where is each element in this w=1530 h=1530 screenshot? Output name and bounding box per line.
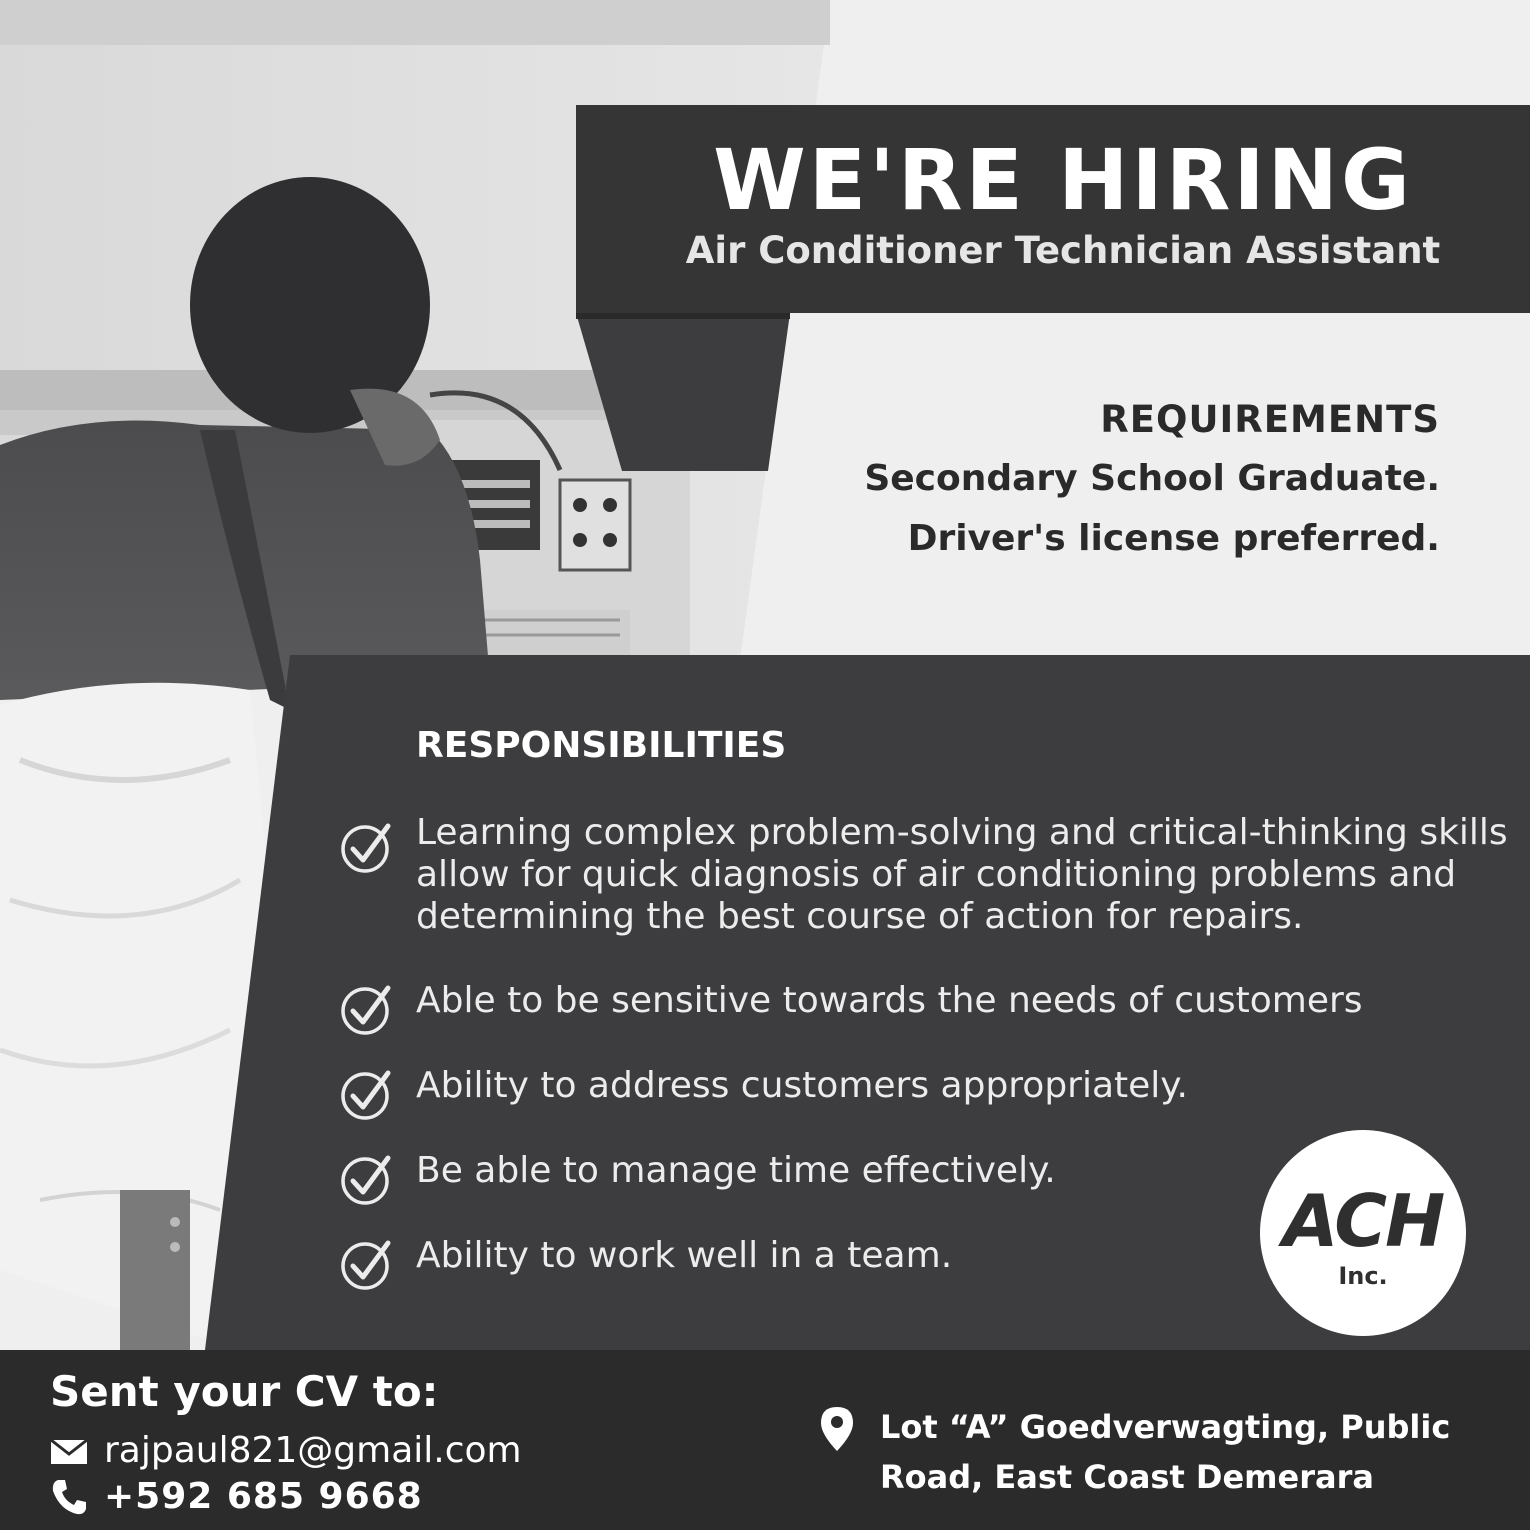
check-circle-icon	[340, 1237, 394, 1291]
requirements-title: REQUIREMENTS	[1100, 398, 1440, 441]
check-circle-icon	[340, 982, 394, 1036]
address-line: Lot “A” Goedverwagting, Public	[880, 1408, 1451, 1446]
address-line: Road, East Coast Demerara	[880, 1458, 1374, 1496]
requirement-item: Secondary School Graduate.	[864, 458, 1440, 499]
responsibility-text: Ability to work well in a team.	[416, 1235, 953, 1276]
logo-subtext: Inc.	[1338, 1262, 1388, 1290]
phone-icon	[50, 1478, 88, 1516]
responsibility-text: Ability to address customers appropriately.	[416, 1065, 1188, 1106]
responsibility-item	[340, 980, 1510, 1036]
responsibility-text: Learning complex problem-solving and critical-thinking skills allow for quick diagnosis of air conditioning problems and determining the best course of action for repairs.	[416, 812, 1508, 937]
responsibility-text: Able to be sensitive towards the needs of customers	[416, 980, 1363, 1021]
responsibilities-title: RESPONSIBILITIES	[416, 725, 787, 766]
requirement-item: Driver's license preferred.	[907, 518, 1440, 559]
address-text	[880, 1402, 1450, 1502]
cv-title: Sent your CV to:	[50, 1367, 439, 1416]
check-circle-icon	[340, 1152, 394, 1206]
check-circle-icon	[340, 820, 394, 874]
job-title: Air Conditioner Technician Assistant	[685, 229, 1441, 272]
email-address[interactable]: rajpaul821@gmail.com	[104, 1430, 522, 1471]
contact-footer	[0, 1350, 1530, 1530]
map-pin-icon	[820, 1406, 854, 1452]
banner-fold	[576, 313, 790, 471]
check-circle-icon	[340, 1067, 394, 1121]
logo-mark: ACH	[1282, 1179, 1444, 1263]
responsibility-item	[340, 1065, 1510, 1121]
header-banner	[576, 105, 1530, 313]
responsibility-item	[340, 812, 1510, 942]
responsibility-text: Be able to manage time effectively.	[416, 1150, 1056, 1191]
envelope-icon	[50, 1432, 88, 1470]
headline: WE'RE HIRING	[713, 131, 1413, 229]
responsibility-item	[340, 1235, 1240, 1291]
phone-number[interactable]: +592 685 9668	[104, 1476, 423, 1517]
requirements-section	[864, 396, 1440, 566]
company-logo	[1260, 1130, 1466, 1336]
